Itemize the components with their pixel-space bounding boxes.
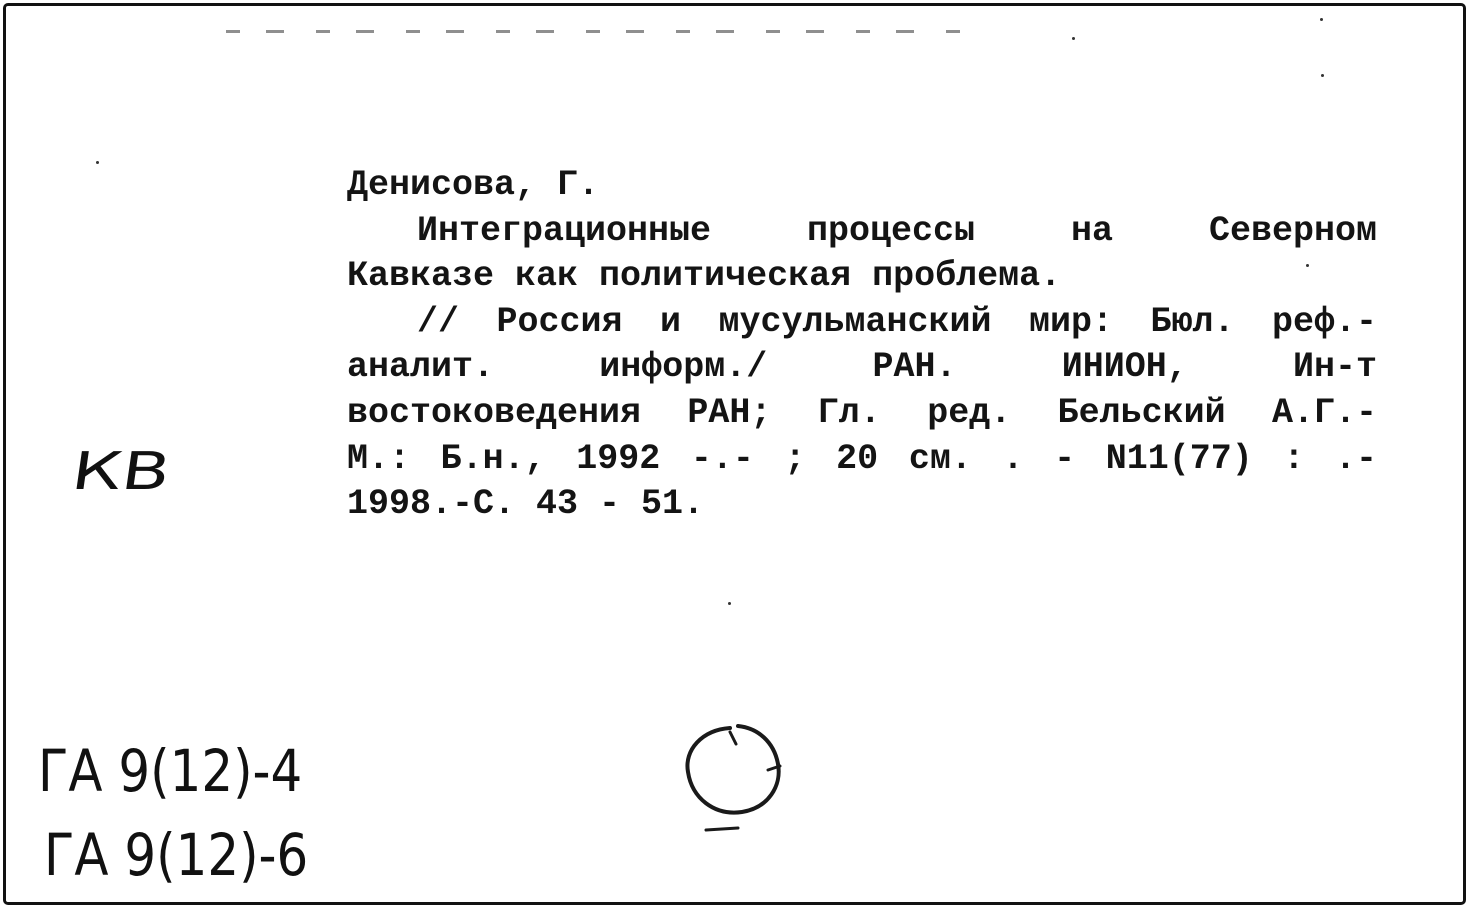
source-line-2: аналит. информ./ РАН. ИНИОН, Ин-т [347, 347, 1377, 388]
catalog-card [3, 3, 1466, 905]
scan-speck [1321, 74, 1324, 77]
title-line-2: Кавказе как политическая проблема. [347, 256, 1062, 297]
author-line: Денисова, Г. [347, 165, 600, 205]
scan-speck [1072, 37, 1075, 40]
library-stamp-circle-icon [682, 720, 802, 840]
source-line-3: востоковедения РАН; Гл. ред. Бельский А.Г.- [347, 392, 1377, 433]
scan-artifact-line [226, 30, 986, 33]
handwritten-shelf-mark-1: ГА 9(12)-4 [38, 737, 303, 805]
pages-line: 1998.-С. 43 - 51. [347, 484, 705, 525]
handwritten-mark: КВ [67, 442, 175, 502]
scan-speck [96, 161, 99, 164]
source-line-1: // Россия и мусульманский мир: Бюл. реф.- [417, 301, 1377, 342]
scan-speck [1320, 18, 1323, 21]
title-line-1: Интеграционные процессы на Северном [417, 210, 1377, 251]
scan-speck [728, 602, 731, 605]
source-line-4: М.: Б.н., 1992 -.- ; 20 см. . - N11(77) : .- [347, 438, 1377, 479]
bibliographic-entry [347, 163, 1377, 528]
handwritten-shelf-mark-2: ГА 9(12)-6 [44, 821, 309, 889]
